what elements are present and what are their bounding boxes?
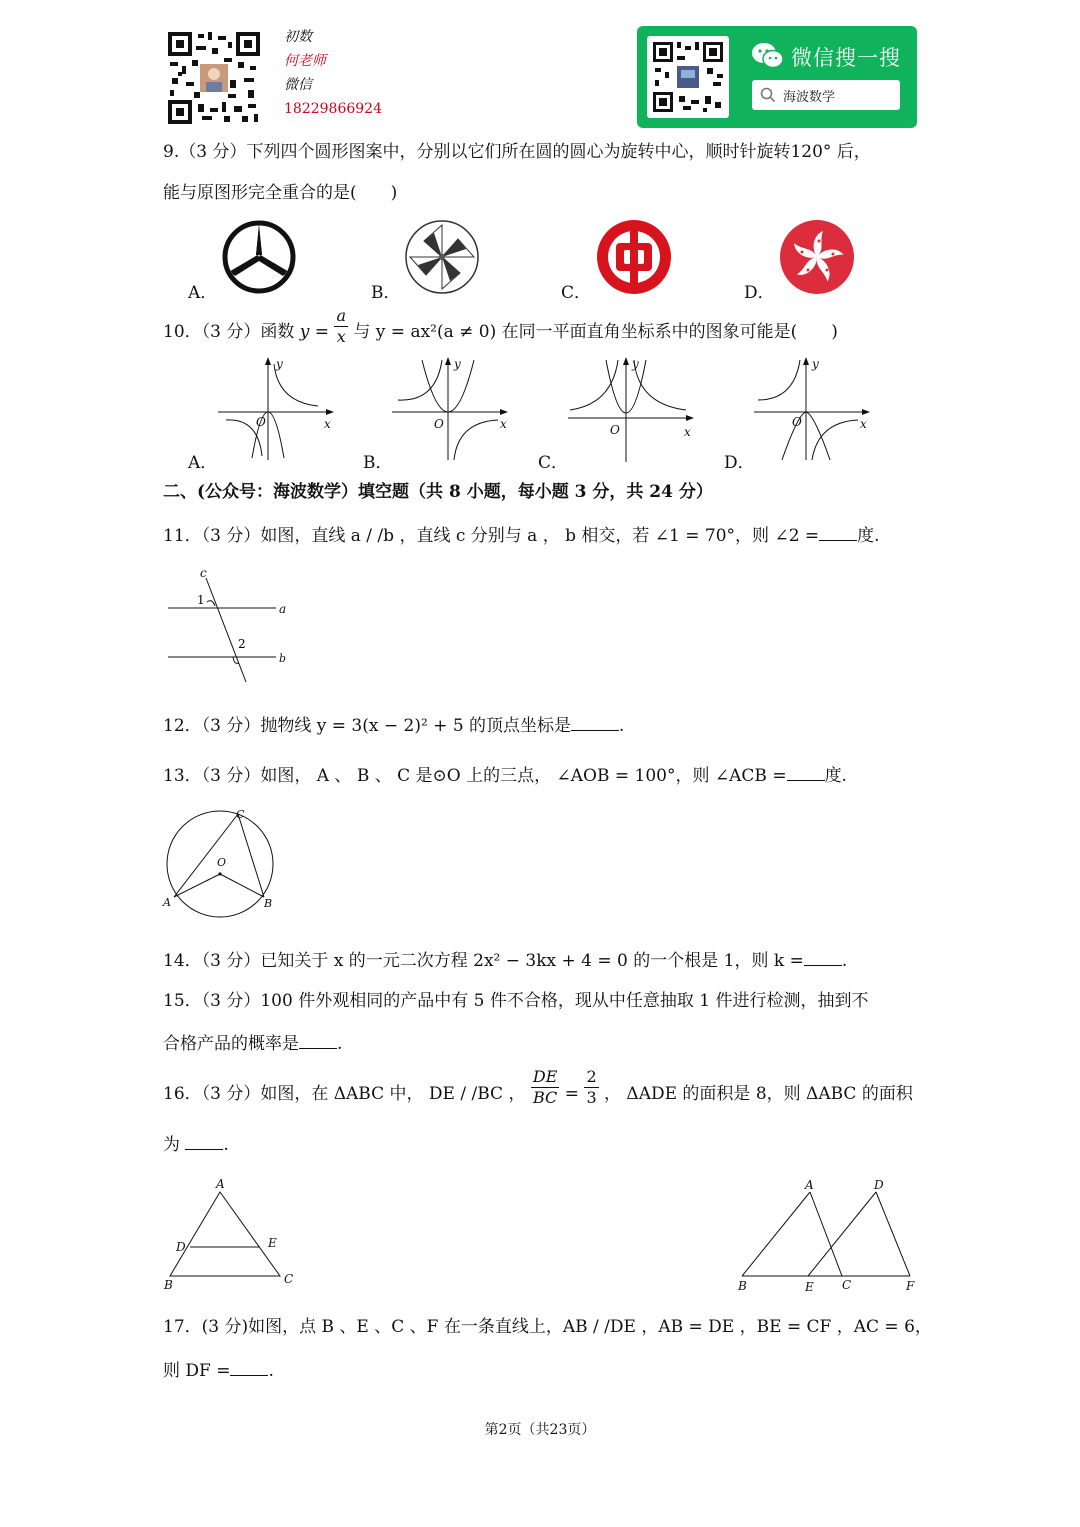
q9-option-b-pinwheel-icon [404, 219, 480, 299]
q14-line [163, 949, 847, 972]
q10a-x-label: x [324, 417, 331, 431]
q9-option-a-mercedes-icon [221, 219, 297, 299]
q10c-origin-label: O [610, 423, 620, 437]
q13-text: 13．（3 分）如图， A 、 B 、 C 是⊙O 上的三点， ∠AOB = 100°，则 ∠ACB = [163, 766, 787, 786]
q11-figure [160, 566, 300, 688]
q10a-origin-label: O [256, 415, 266, 429]
wechat-search-box[interactable] [752, 80, 900, 110]
q16-fraction-2-3 [584, 1067, 598, 1108]
q16-text: 为 [163, 1135, 180, 1155]
q17-label-f: F [906, 1279, 915, 1293]
q10-option-a-label: A． [188, 453, 218, 473]
header-teacher-name: 何老师 [284, 53, 326, 69]
q15-blank[interactable] [299, 1032, 337, 1049]
q9-option-d-label: D． [744, 283, 775, 303]
header-line1: 初数 [284, 29, 312, 45]
q16-postfix: ， ΔADE 的面积是 8，则 ΔABC 的面积 [604, 1084, 913, 1104]
q16-figure [160, 1172, 300, 1294]
q12-text: 12．（3 分）抛物线 y = 3(x − 2)² + 5 的顶点坐标是 [163, 716, 572, 736]
q10-graph-c [568, 356, 698, 464]
q11-label-c: c [200, 566, 207, 580]
q10-line [163, 306, 838, 347]
q16-frac2-num: 2 [586, 1067, 597, 1086]
q16-line2 [163, 1133, 229, 1156]
qr-code-left [168, 32, 260, 124]
q9-line2: 能与原图形完全重合的是( ) [163, 183, 398, 203]
q16-fraction-de-bc [531, 1067, 560, 1108]
q15-line1: 15．（3 分）100 件外观相同的产品中有 5 件不合格，现从中任意抽取 1 件进行检测，抽到不 [163, 991, 869, 1011]
q14-blank[interactable] [804, 949, 842, 966]
q16-frac1-den: BC [532, 1088, 558, 1107]
q17-line1: 17．(3 分)如图，点 B 、E 、C 、F 在一条直线上，AB / /DE ，AB = DE ，BE = CF ，AC = 6， [163, 1317, 932, 1337]
q10-prefix: 10．（3 分）函数 [163, 322, 295, 342]
q13-label-c: C [236, 808, 245, 821]
q10b-x-label: x [500, 417, 507, 431]
q12-line [163, 714, 624, 737]
q10d-x-label: x [860, 417, 867, 431]
wechat-search-title: 微信搜一搜 [791, 46, 901, 70]
q10-option-d-label: D． [724, 453, 755, 473]
q10a-y-label: y [276, 357, 283, 371]
q10b-y-label: y [454, 357, 461, 371]
q11-label-b: b [279, 652, 287, 665]
q10-frac-den: x [336, 327, 346, 346]
q11-label-a: a [279, 602, 287, 616]
search-icon [760, 87, 776, 103]
q9-option-d-bauhinia-icon [778, 219, 856, 299]
q16-label-b: B [164, 1278, 173, 1292]
q17-label-e: E [805, 1280, 814, 1294]
q15-text: 合格产品的概率是 [163, 1034, 299, 1054]
q16-line1 [163, 1067, 913, 1108]
q17-label-b: B [738, 1279, 747, 1293]
q10-option-b-label: B． [363, 453, 393, 473]
q9-option-c-bank-logo-icon [596, 219, 672, 299]
q13-label-a: A [163, 896, 171, 909]
q10-fraction [334, 306, 348, 347]
q16-equals: = [564, 1084, 580, 1104]
q10-frac-num: a [336, 306, 346, 325]
header-phone: 18229866924 [284, 101, 382, 117]
q17-text: 则 DF = [163, 1361, 231, 1381]
qr-code-right [647, 36, 729, 118]
q11-line [163, 524, 880, 547]
q17-line2 [163, 1359, 274, 1382]
q9-option-a-label: A． [188, 283, 218, 303]
q17-label-c: C [842, 1278, 852, 1292]
page-footer: 第2页（共23页） [484, 1422, 596, 1438]
q10-graph-a [218, 356, 338, 464]
q17-text-end: . [268, 1361, 274, 1381]
q16-label-a: A [216, 1177, 225, 1191]
q10c-x-label: x [684, 425, 691, 439]
q11-angle-2: 2 [238, 637, 246, 651]
q10d-y-label: y [812, 357, 819, 371]
q16-frac1-num: DE [532, 1067, 558, 1086]
q12-blank[interactable] [571, 714, 619, 731]
q11-text-end: 度. [857, 526, 880, 546]
q10-y-eq: y = [299, 322, 330, 342]
q13-figure [160, 804, 284, 916]
q16-text-end: . [223, 1135, 229, 1155]
q13-label-b: B [264, 897, 273, 910]
q11-blank[interactable] [819, 524, 857, 541]
q17-label-d: D [874, 1178, 884, 1192]
q13-line [163, 764, 847, 787]
q9-option-c-label: C． [561, 283, 592, 303]
q16-label-c: C [284, 1272, 294, 1286]
q14-text: 14．（3 分）已知关于 x 的一元二次方程 2x² − 3kx + 4 = 0 的一个根是 1，则 k = [163, 951, 804, 971]
wechat-search-query: 海波数学 [783, 90, 836, 105]
q16-label-e: E [268, 1236, 277, 1250]
q10-option-c-label: C． [538, 453, 569, 473]
q10b-origin-label: O [434, 417, 444, 431]
q10c-y-label: y [632, 357, 639, 371]
q10-graph-d [754, 356, 874, 464]
q16-blank[interactable] [185, 1133, 223, 1150]
q12-text-end: . [619, 716, 625, 736]
wechat-logo-icon [751, 42, 785, 74]
q14-text-end: . [841, 951, 848, 971]
q9-line1: 9.（3 分）下列四个圆形图案中，分别以它们所在圆的圆心为旋转中心，顺时针旋转120° 后， [163, 142, 871, 162]
q13-blank[interactable] [787, 764, 825, 781]
q10-graph-b [392, 356, 512, 464]
q9-option-b-label: B． [371, 283, 401, 303]
q13-text-end: 度. [824, 766, 847, 786]
q10d-origin-label: O [792, 415, 802, 429]
header-line3: 微信 [284, 77, 312, 93]
q16-frac2-den: 3 [586, 1088, 597, 1107]
q17-figure [732, 1176, 922, 1300]
section2-heading: 二、(公众号：海波数学）填空题（共 8 小题，每小题 3 分，共 24 分） [163, 482, 713, 502]
wechat-search-banner[interactable] [637, 26, 917, 128]
q11-angle-1: 1 [197, 593, 205, 607]
q15-text-end: . [337, 1034, 343, 1054]
q16-label-d: D [176, 1240, 186, 1254]
q10-rest: 与 y = ax²(a ≠ 0) 在同一平面直角坐标系中的图象可能是( ) [353, 322, 838, 342]
q17-blank[interactable] [230, 1359, 268, 1376]
q17-label-a: A [805, 1178, 814, 1192]
q16-prefix: 16．（3 分）如图，在 ΔABC 中， DE / /BC ， [163, 1084, 526, 1104]
q15-line2 [163, 1032, 342, 1055]
q13-label-o: O [217, 856, 227, 869]
q11-text: 11．（3 分）如图，直线 a / /b ，直线 c 分别与 a ， b 相交，若 ∠1 = 70°，则 ∠2 = [163, 526, 820, 546]
